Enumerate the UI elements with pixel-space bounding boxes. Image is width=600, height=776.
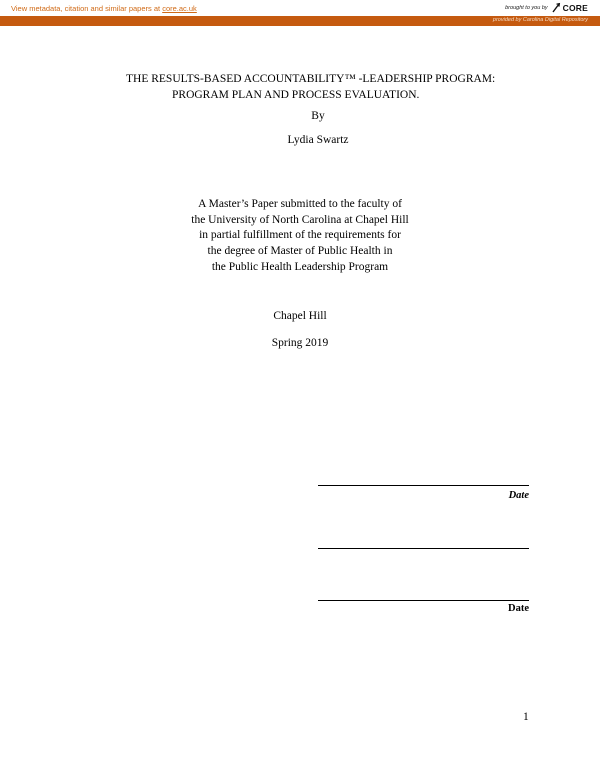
core-metadata-prefix: View metadata, citation and similar papers at [11,4,161,13]
term: Spring 2019 [271,337,329,349]
by-label: By [311,110,325,122]
submission-line: in partial fulfillment of the requirements for [199,229,401,242]
title-line-2: PROGRAM PLAN AND PROCESS EVALUATION. [172,89,420,101]
page-number: 1 [523,711,529,723]
place: Chapel Hill [273,310,327,322]
submission-line: the Public Health Leadership Program [211,260,389,273]
core-link[interactable]: core.ac.uk [162,4,197,13]
core-logo-icon [551,2,561,14]
signature-line [318,485,529,486]
submission-line: A Master’s Paper submitted to the faculty of [198,198,402,210]
core-provided-bar [0,16,600,26]
provided-by-text: provided by Carolina Digital Repository [492,17,588,23]
submission-line: the University of North Carolina at Chapel Hill [191,213,409,226]
signature-line [318,548,529,549]
core-brand[interactable] [505,1,588,15]
submission-line: the degree of Master of Public Health in [207,245,393,258]
signature-line [318,600,529,601]
brought-to-you-text: brought to you by [505,5,548,11]
core-brand-name: CORE [562,3,588,13]
date-label: Date [508,490,529,501]
core-banner [0,0,600,16]
author-name: Lydia Swartz [287,134,349,146]
title-line-1: THE RESULTS-BASED ACCOUNTABILITY™ -LEADERSHIP PROGRAM: [126,73,496,85]
date-label: Date [508,603,529,614]
submission-statement [0,197,600,276]
core-metadata-text [11,4,197,13]
